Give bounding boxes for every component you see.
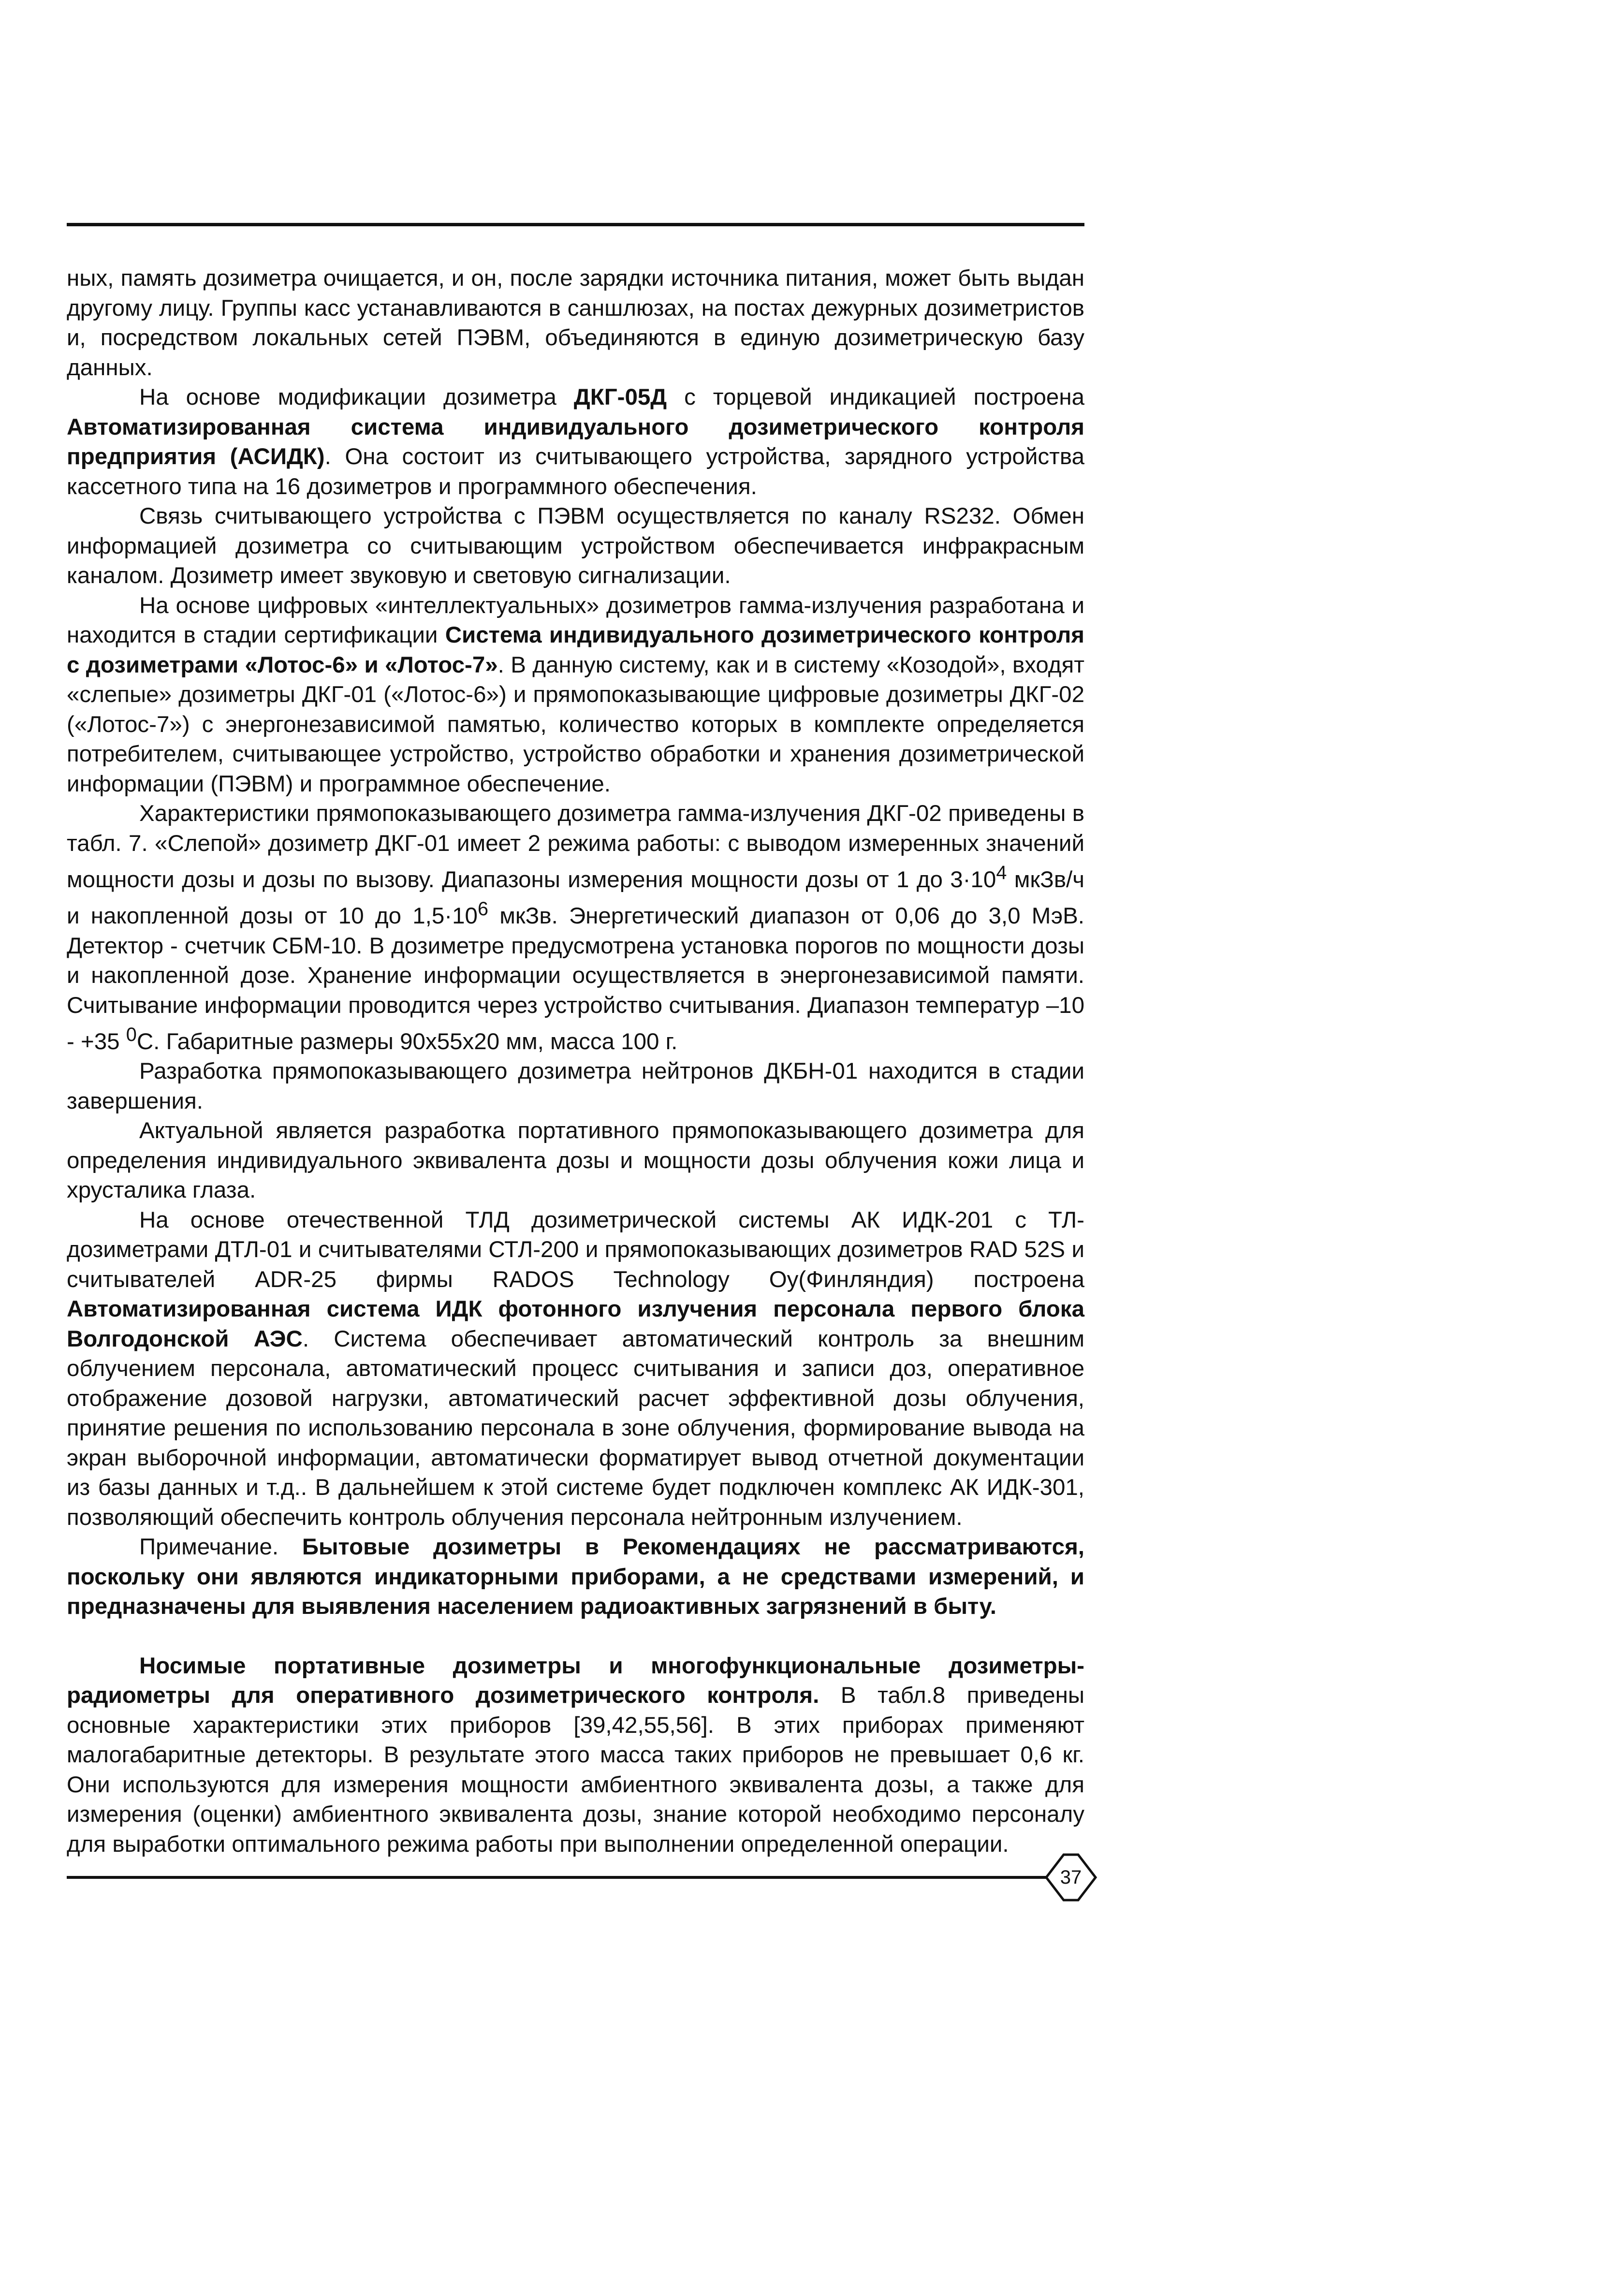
- text-run: Примечание.: [139, 1534, 302, 1560]
- paragraph: [67, 382, 1084, 501]
- text-run: мкЗв. Энергетический диапазон от 0,06 до 3,0 МэВ. Детектор - счетчик СБМ-10. В дозиметре предусмотрена установка порогов по мощности дозы и накопленной дозе. Хранение информации осуществляется в энергонезависимой памяти. Считывание информации проводится через устройство считывания. Диапазон температур –10 - +35: [67, 903, 1084, 1054]
- text-run: В табл.8 приведены основные характеристики этих приборов [39,42,55,56]. В этих приборах применяют малогабаритные детекторы. В результате этого масса таких приборов не превышает 0,6 кг. Они используются для измерения мощности амбиентного эквивалента дозы, а также для измерения (оценки) амбиентного эквивалента дозы, знание которой необходимо персоналу для выработки оптимального режима работы при выполнении определенной операции.: [67, 1683, 1084, 1857]
- paragraph: [67, 591, 1084, 799]
- text-run: Актуальной является разработка портативного прямопоказывающего дозиметра для определения индивидуального эквивалента дозы и мощности дозы облучения кожи лица и хрусталика глаза.: [67, 1118, 1084, 1203]
- text-run: . Она состоит из считывающего устройства, зарядного устройства кассетного типа на 16 дозиметров и программного обеспечения.: [67, 444, 1084, 499]
- text-run: мкЗв/ч и накопленной дозы от 10 до 1,5·10: [67, 866, 1085, 929]
- paragraph: [67, 1056, 1084, 1116]
- text-run: . В данную систему, как и в систему «Козодой», входят «слепые» дозиметры ДКГ-01 («Лотос-6») и прямопоказывающие цифровые дозиметры ДКГ-02 («Лотос-7») с энергонезависимой памятью, количество которых в комплекте определяется потребителем, считывающее устройство, устройство обработки и хранения дозиметрической информации (ПЭВМ) и программное обеспечение.: [67, 652, 1084, 797]
- bold-run: ДКГ-05Д: [573, 384, 667, 410]
- text-run: С. Габаритные размеры 90х55х20 мм, масса 100 г.: [136, 1028, 678, 1054]
- bold-run: Бытовые дозиметры в Рекомендациях не рассматриваются, поскольку они являются индикаторными приборами, а не средствами измерений, и предназначены для выявления населением радиоактивных загрязнений в быту.: [67, 1534, 1084, 1620]
- paragraph: [67, 1532, 1084, 1622]
- page-number: 37: [1060, 1866, 1082, 1888]
- footer-rule: [67, 1876, 1048, 1879]
- text-run: На основе отечественной ТЛД дозиметрической системы АК ИДК-201 с ТЛ-дозиметрами ДТЛ-01 и считывателями СТЛ-200 и прямопоказывающих дозиметров RAD 52S и считывателей ADR-25 фирмы RADOS Technology Oy(Финляндия) построена: [67, 1207, 1084, 1292]
- bold-run: Система индивидуального дозиметрического контроля с дозиметрами «Лотос-6» и «Лотос-7»: [67, 622, 1085, 678]
- text-run: . Система обеспечивает автоматический контроль за внешним облучением персонала, автоматический процесс считывания и записи доз, оперативное отображение дозовой нагрузки, автоматический расчет эффективной дозы облучения, принятие решения по использованию персонала в зоне облучения, формирование вывода на экран выборочной информации, автоматически форматирует вывод отчетной документации из базы данных и т.д.. В дальнейшем к этой системе будет подключен комплекс АК ИДК-301, позволяющий обеспечить контроль облучения персонала нейтронным излучением.: [67, 1326, 1085, 1530]
- bold-run: Носимые портативные дозиметры и многофункциональные дозиметры-радиометры для оперативного дозиметрического контроля.: [67, 1653, 1084, 1709]
- paragraph: [67, 501, 1084, 591]
- header-rule: [67, 223, 1084, 226]
- text-run: Связь считывающего устройства с ПЭВМ осуществляется по каналу RS232. Обмен информацией дозиметра со считывающим устройством обеспечивается инфракрасным каналом. Дозиметр имеет звуковую и световую сигнализации.: [67, 503, 1084, 588]
- text-run: Разработка прямопоказывающего дозиметра нейтронов ДКБН-01 находится в стадии завершения.: [67, 1058, 1084, 1114]
- paragraph: [67, 1116, 1084, 1205]
- text-run: Характеристики прямопоказывающего дозиметра гамма-излучения ДКГ-02 приведены в табл. 7. «Слепой» дозиметр ДКГ-01 имеет 2 режима работы: с выводом измеренных значений мощности дозы и дозы по вызову. Диапазоны измерения мощности дозы от 1 до 3·10: [67, 801, 1084, 893]
- text-run: с торцевой индикацией построена: [667, 384, 1084, 410]
- text-run: На основе цифровых «интеллектуальных» дозиметров гамма-излучения разработана и находится в стадии сертификации: [67, 592, 1084, 648]
- section-paragraph: [67, 1651, 1084, 1859]
- superscript: 4: [996, 862, 1007, 883]
- paragraph: [67, 264, 1084, 382]
- superscript: 0: [126, 1024, 137, 1046]
- paragraph: [67, 799, 1084, 1056]
- paragraph: [67, 1205, 1084, 1533]
- body-text: [67, 264, 1084, 1859]
- text-run: На основе модификации дозиметра: [139, 384, 574, 410]
- superscript: 6: [477, 898, 488, 920]
- bold-run: Автоматизированная система ИДК фотонного излучения персонала первого блока Волгодонской АЭС: [67, 1296, 1084, 1352]
- text-run: ных, память дозиметра очищается, и он, после зарядки источника питания, может быть выдан другому лицу. Группы касс устанавливаются в саншлюзах, на постах дежурных дозиметристов и, посредством локальных сетей ПЭВМ, объединяются в единую дозиметрическую базу данных.: [67, 265, 1084, 381]
- bold-run: Автоматизированная система индивидуального дозиметрического контроля предприятия (АСИДК): [67, 414, 1084, 469]
